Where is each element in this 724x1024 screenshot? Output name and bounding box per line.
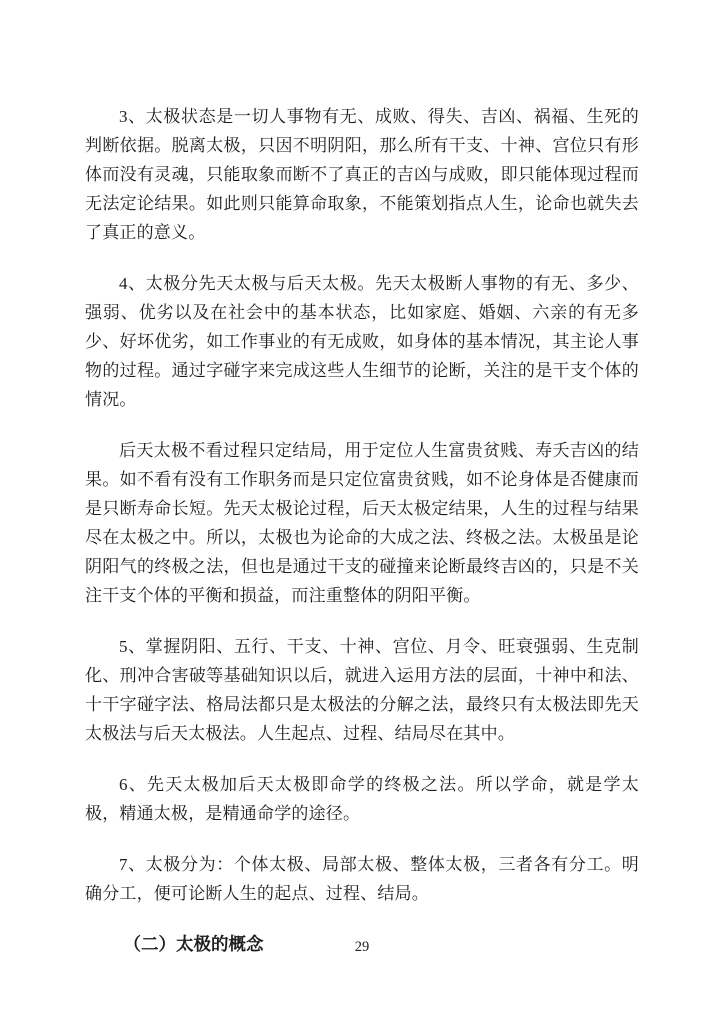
paragraph-6: 6、先天太极加后天太极即命学的终极之法。所以学命，就是学太极，精通太极，是精通命学的途径。 (85, 775, 639, 823)
paragraph-4: 4、太极分先天太极与后天太极。先天太极断人事物的有无、多少、强弱、优劣以及在社会中的基本状态，比如家庭、婚姻、六亲的有无多少、好坏优劣，如工作事业的有无成败，如身体的基本情况，其主论人事物的过程。通过字碰字来完成这些人生细节的论断，关注的是干支个体的情况。 (85, 274, 639, 409)
page-number: 29 (354, 939, 370, 955)
paragraph-houtian-taiji: 后天太极不看过程只定结局，用于定位人生富贵贫贱、寿夭吉凶的结果。如不看有没有工作职务而是只定位富贵贫贱，如不论身体是否健康而是只断寿命长短。先天太极论过程，后天太极定结果，人生的过程与结果尽在太极之中。所以，太极也为论命的大成之法、终极之法。太极虽是论阴阳气的终极之法，但也是通过干支的碰撞来论断最终吉凶的，只是不关注干支个体的平衡和损益，而注重整体的阴阳平衡。 (85, 441, 639, 605)
paragraph-5: 5、掌握阴阳、五行、干支、十神、宫位、月令、旺衰强弱、生克制化、刑冲合害破等基础知识以后，就进入运用方法的层面，十神中和法、十干字碰字法、格局法都只是太极法的分解之法，最终只有太极法即先天太极法与后天太极法。人生起点、过程、结局尽在其中。 (85, 637, 639, 743)
page-content (85, 102, 639, 959)
paragraph-7: 7、太极分为：个体太极、局部太极、整体太极，三者各有分工。明确分工，便可论断人生的起点、过程、结局。 (85, 855, 639, 903)
paragraph-3: 3、太极状态是一切人事物有无、成败、得失、吉凶、祸福、生死的判断依据。脱离太极，只因不明阴阳，那么所有干支、十神、宫位只有形体而没有灵魂，只能取象而断不了真正的吉凶与成败，即只能体现过程而无法定论结果。如此则只能算命取象，不能策划指点人生，论命也就失去了真正的意义。 (85, 107, 639, 242)
section-heading: （二）太极的概念 (123, 934, 264, 954)
